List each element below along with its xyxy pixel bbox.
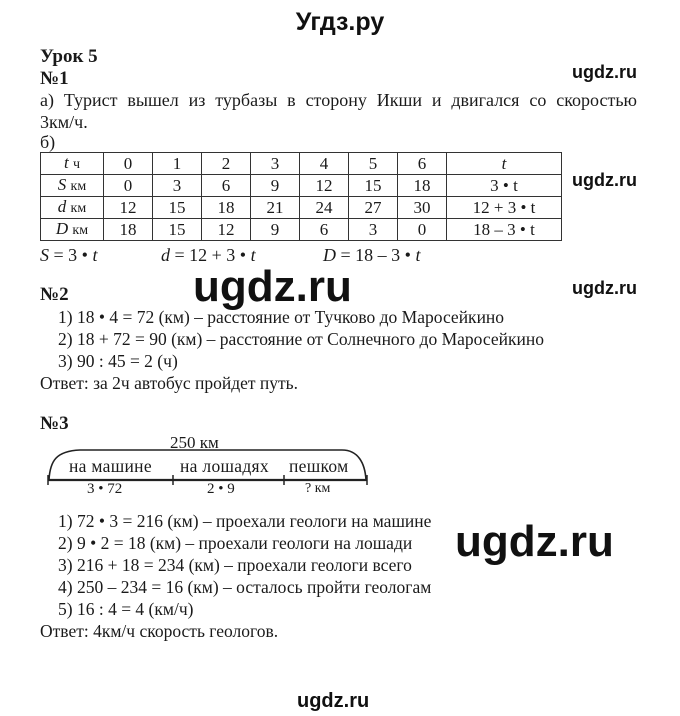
table-row — [41, 219, 562, 241]
table-cell: 6 — [202, 175, 251, 197]
task3-step: 1) 72 • 3 = 216 (км) – проехали геологи на машине — [58, 511, 432, 531]
motion-table — [40, 152, 562, 241]
row-header: d км — [41, 197, 104, 219]
table-cell: 21 — [251, 197, 300, 219]
formula-cell: 3 • t — [447, 175, 562, 197]
diagram-total: 250 км — [170, 433, 219, 452]
table-cell: 6 — [398, 153, 447, 175]
table-cell: 0 — [398, 219, 447, 241]
formula-d: d = 12 + 3 • t — [161, 245, 256, 265]
segment-value: ? км — [305, 481, 331, 496]
formula-D: D = 18 – 3 • t — [323, 245, 421, 265]
row-header: D км — [41, 219, 104, 241]
row-header: t ч — [41, 153, 104, 175]
table-cell: 1 — [153, 153, 202, 175]
task2-step: 3) 90 : 45 = 2 (ч) — [58, 351, 178, 371]
watermark-large: ugdz.ru — [455, 517, 614, 566]
watermark: ugdz.ru — [572, 170, 637, 190]
table-cell: 15 — [349, 175, 398, 197]
table-cell: 3 — [153, 175, 202, 197]
segment-label: на машине — [69, 456, 152, 476]
site-title: Угдз.ру — [295, 8, 385, 36]
table-cell: 2 — [202, 153, 251, 175]
table-cell: 12 — [300, 175, 349, 197]
table-cell: 15 — [153, 197, 202, 219]
table-row — [41, 175, 562, 197]
task3-step: 2) 9 • 2 = 18 (км) – проехали геологи на лошади — [58, 533, 413, 553]
watermark-large: ugdz.ru — [193, 262, 352, 311]
table-cell: 18 — [202, 197, 251, 219]
table-cell: 18 — [104, 219, 153, 241]
segment-label: пешком — [289, 456, 349, 476]
formula-s: S = 3 • t — [40, 245, 98, 265]
watermark: ugdz.ru — [572, 278, 637, 298]
task2-number: №2 — [40, 284, 69, 305]
table-cell: 27 — [349, 197, 398, 219]
task2-step: 2) 18 + 72 = 90 (км) – расстояние от Солнечного до Маросейкино — [58, 329, 544, 349]
segment-label: на лошадях — [180, 456, 269, 476]
table-cell: 3 — [349, 219, 398, 241]
task1-part-a-line1: а) Турист вышел из турбазы в сторону Икши и двигался со скоростью — [40, 90, 637, 110]
watermark: ugdz.ru — [572, 62, 637, 82]
segment-value: 2 • 9 — [207, 481, 235, 497]
task3-answer: Ответ: 4км/ч скорость геологов. — [40, 621, 279, 641]
task3-step: 4) 250 – 234 = 16 (км) – осталось пройти геологам — [58, 577, 432, 597]
table-cell: 6 — [300, 219, 349, 241]
table-cell: 18 — [398, 175, 447, 197]
row-header: S км — [41, 175, 104, 197]
table-cell: 12 — [104, 197, 153, 219]
footer-watermark: ugdz.ru — [297, 690, 370, 712]
task1-part-a-line2: 3км/ч. — [40, 112, 88, 132]
table-row — [41, 197, 562, 219]
table-cell: 30 — [398, 197, 447, 219]
table-cell: 3 — [251, 153, 300, 175]
task2-step: 1) 18 • 4 = 72 (км) – расстояние от Тучково до Маросейкино — [58, 307, 505, 327]
segment-value: 3 • 72 — [87, 481, 123, 497]
task3-step: 5) 16 : 4 = 4 (км/ч) — [58, 599, 194, 619]
table-cell: 9 — [251, 219, 300, 241]
task1-part-b-label: б) — [40, 132, 56, 152]
distance-diagram — [40, 433, 380, 499]
table-cell: 0 — [104, 175, 153, 197]
table-cell: 24 — [300, 197, 349, 219]
formula-cell: 18 – 3 • t — [447, 219, 562, 241]
task2-answer: Ответ: за 2ч автобус пройдет путь. — [40, 373, 299, 393]
table-cell: 4 — [300, 153, 349, 175]
formula-cell: 12 + 3 • t — [447, 197, 562, 219]
table-cell: 15 — [153, 219, 202, 241]
table-cell: 5 — [349, 153, 398, 175]
task3-number: №3 — [40, 413, 69, 434]
table-row — [41, 153, 562, 175]
table-cell: 0 — [104, 153, 153, 175]
table-cell: 9 — [251, 175, 300, 197]
lesson-title: Урок 5 — [40, 46, 98, 67]
table-cell: 12 — [202, 219, 251, 241]
formula-cell: t — [447, 153, 562, 175]
task1-number: №1 — [40, 68, 69, 89]
task3-step: 3) 216 + 18 = 234 (км) – проехали геологи всего — [58, 555, 412, 575]
